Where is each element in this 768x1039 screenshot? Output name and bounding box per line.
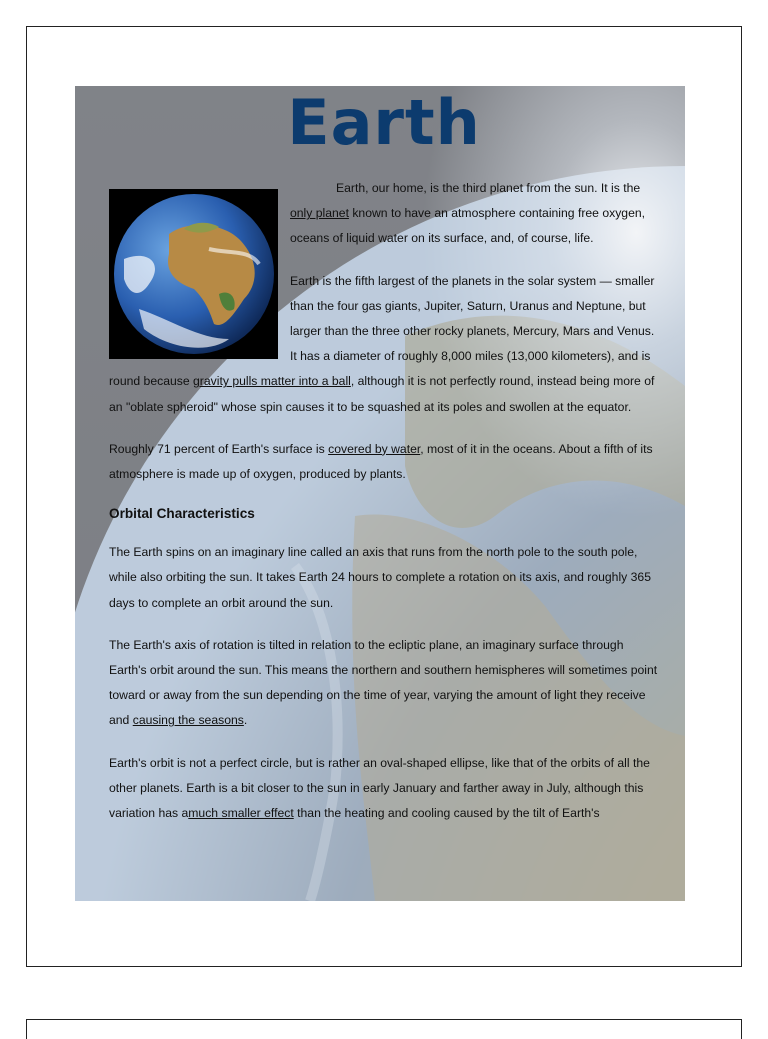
size-text: Earth is the fifth largest of the planets in the solar system — smaller than the four gas giants, Jupiter, Saturn, Uranus and Neptune, but larger than the three other rocky planets, Mercury, Mars and Venus. It has a diameter of roughly 8,000 miles (13,000 kilometers), and is round because bbox=[109, 273, 655, 389]
axis-text: The Earth spins on an imaginary line called an axis that runs from the north pole to the south pole, while also orbiting the sun. It takes Earth 24 hours to complete a rotation on its axis, and roughly 365 days to complete an orbit around the sun. bbox=[109, 545, 651, 610]
orbit-text: Earth's orbit is not a perfect circle, but is rather an oval-shaped ellipse, like that of the orbits of all the other planets. Earth is a bit closer to the sun in early January and farther away in July, although this variation has a bbox=[109, 755, 650, 821]
axis-paragraph bbox=[109, 540, 659, 616]
link-covered-by-water[interactable]: covered by water bbox=[328, 441, 421, 456]
tilt-text: The Earth's axis of rotation is tilted in relation to the ecliptic plane, an imaginary surface through Earth's orbit around the sun. This means the northern and southern hemispheres will sometimes point toward or away from the sun depending on the time of year, varying the amount of light they receive and bbox=[109, 637, 658, 728]
water-text: Roughly 71 percent of Earth's surface is bbox=[109, 441, 329, 456]
link-much-smaller-effect[interactable]: much smaller effect bbox=[188, 806, 294, 821]
earth-globe-icon bbox=[109, 189, 278, 359]
next-page-edge bbox=[26, 1019, 742, 1039]
earth-globe-photo bbox=[109, 189, 278, 359]
intro-text-cont: known to have an atmosphere containing free oxygen, oceans of liquid water on its surface, and, of course, life. bbox=[290, 206, 646, 246]
intro-text: Earth, our home, is the third planet from the sun. It is the bbox=[336, 181, 641, 195]
size-text-cont: , although it is not perfectly round, instead being more of an "oblate spheroid" whose spin causes it to be squashed at its poles and swollen at the equator. bbox=[109, 374, 655, 414]
content-panel bbox=[75, 86, 685, 901]
section-heading: Orbital Characteristics bbox=[109, 506, 255, 522]
orbit-paragraph bbox=[109, 751, 659, 827]
link-gravity[interactable]: gravity pulls matter into a ball bbox=[193, 374, 351, 389]
water-text-cont: , most of it in the oceans. About a fifth of its atmosphere is made up of oxygen, produced by plants. bbox=[109, 441, 653, 482]
orbit-text-cont: than the heating and cooling caused by the tilt of Earth's bbox=[293, 806, 600, 821]
page-title: Earth bbox=[287, 86, 481, 159]
water-paragraph bbox=[109, 437, 659, 487]
link-only-planet[interactable]: only planet bbox=[290, 206, 349, 221]
document-body bbox=[109, 86, 659, 843]
tilt-text-cont: . bbox=[243, 713, 248, 728]
link-causing-the-seasons[interactable]: causing the seasons bbox=[132, 713, 244, 728]
tilt-paragraph bbox=[109, 633, 659, 734]
